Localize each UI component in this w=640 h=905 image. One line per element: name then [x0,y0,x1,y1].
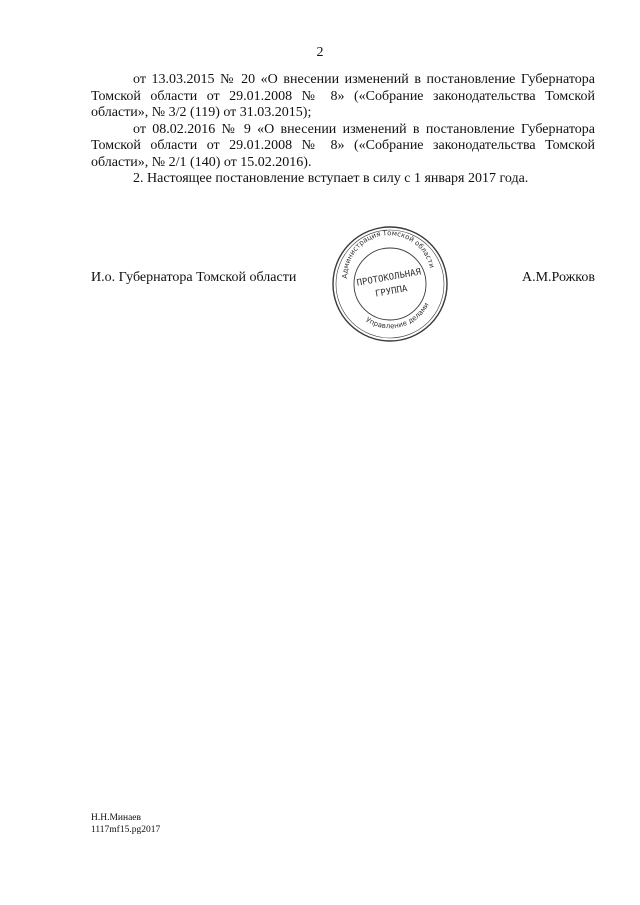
footer-file-ref: 1117mf15.pg2017 [91,825,161,835]
paragraph-effective-date: 2. Настоящее постановление вступает в силу с 1 января 2017 года. [133,171,529,186]
svg-text:Управление делами [364,301,430,330]
footer [91,812,160,836]
page-number: 2 [316,45,324,60]
signer-name: А.М.Рожков [521,270,595,285]
signer-title: И.о. Губернатора Томской области [91,270,297,285]
document-body [91,72,595,188]
footer-author: Н.Н.Минаев [91,813,142,823]
paragraph-amendment-2015: от 13.03.2015 № 20 «О внесении изменений в постановление Губернатора Томской области от 29.01.2008 № 8» («Собрание законодательства Томской области», № 3/2 (119) от 31.03.2015); [91,72,595,120]
stamp-bottom-text: Управление делами [364,301,431,331]
stamp-outer-text: Администрация Томской области [340,229,436,279]
paragraph-amendment-2016: от 08.02.2016 № 9 «О внесении изменений в постановление Губернатора Томской области от 29.01.2008 № 8» («Собрание законодательства Томской области», № 2/1 (140) от 15.02.2016). [91,121,595,170]
stamp-center-line2: ГРУППА [374,284,409,300]
stamp-center-line1: ПРОТОКОЛЬНАЯ [356,267,422,289]
official-stamp-icon [330,224,450,344]
